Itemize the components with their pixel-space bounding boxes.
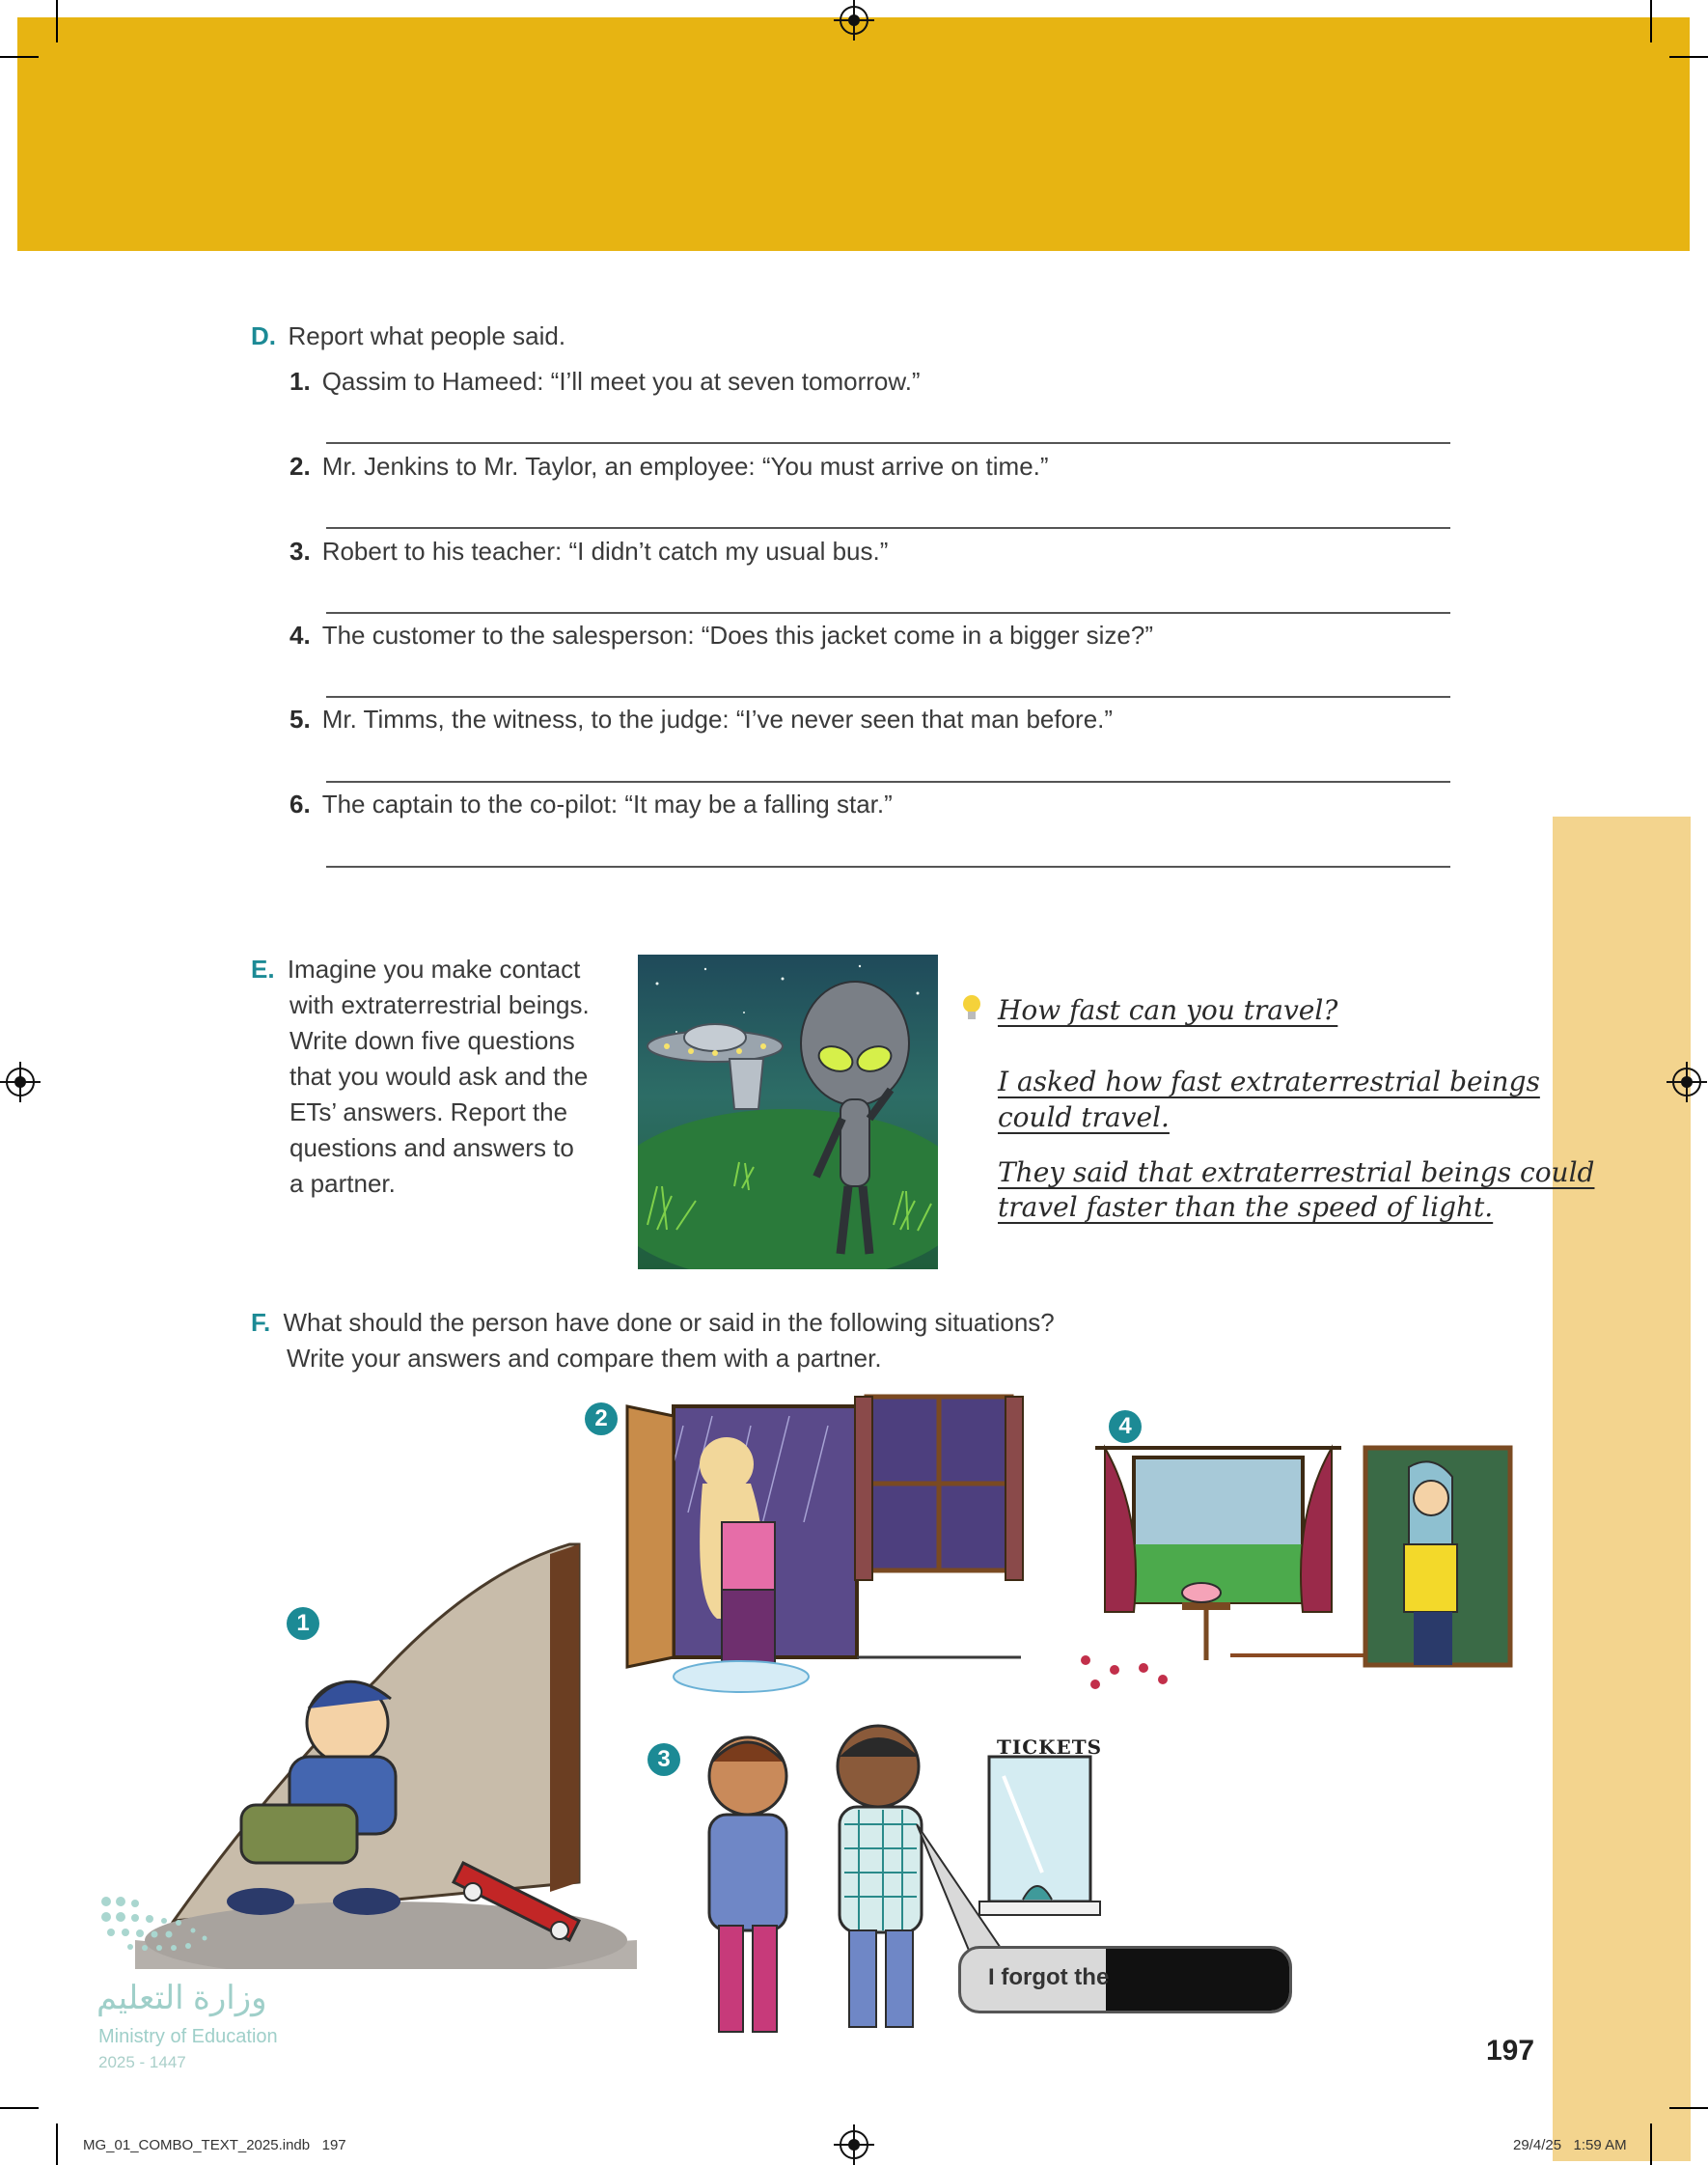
instruction-line: questions and answers to: [289, 1133, 574, 1162]
item-number: 4.: [289, 621, 311, 650]
item-text: The captain to the co-pilot: “It may be a falling star.”: [321, 790, 893, 819]
crop-mark: [56, 2123, 58, 2165]
exercise-item: [289, 621, 1153, 651]
item-text: Mr. Timms, the witness, to the judge: “I’ve never seen that man before.”: [321, 705, 1114, 734]
example-report-line: They said that extraterrestrial beings could: [998, 1156, 1595, 1188]
instruction-line: that you would ask and the: [289, 1062, 589, 1091]
instruction-line: with extraterrestrial beings.: [289, 990, 590, 1019]
example-report-line: I asked how fast extraterrestrial beings: [998, 1066, 1540, 1097]
crop-mark: [1650, 0, 1652, 42]
crop-mark: [0, 56, 39, 58]
redaction-block: [1106, 1949, 1289, 2011]
registration-mark-icon: [840, 6, 868, 35]
example-question: How fast can you travel?: [998, 994, 1338, 1026]
footer-file-info: MG_01_COMBO_TEXT_2025.indb 197: [83, 2137, 346, 2153]
scene-2-illustration: [625, 1387, 1045, 1701]
item-number: 2.: [289, 452, 311, 481]
instruction-line: ETs’ answers. Report the: [289, 1097, 568, 1126]
instruction-line: Imagine you make contact: [287, 955, 581, 984]
ministry-logo-year: 2025 - 1447: [98, 2053, 186, 2071]
item-number: 1.: [289, 367, 311, 396]
scene-badge-3: 3: [647, 1743, 680, 1776]
instruction-line: What should the person have done or said in the following situations?: [283, 1308, 1055, 1337]
item-text: Robert to his teacher: “I didn’t catch my usual bus.”: [321, 537, 889, 566]
alien-illustration: [638, 955, 938, 1269]
section-e-instruction: [251, 952, 590, 1202]
answer-line[interactable]: [326, 442, 1450, 444]
scene-badge-1: 1: [287, 1607, 319, 1640]
answer-line[interactable]: [326, 612, 1450, 614]
exercise-item: [289, 790, 893, 819]
answer-line[interactable]: [326, 696, 1450, 698]
exercise-item: [289, 367, 921, 397]
page-number: 197: [1486, 2035, 1535, 2067]
answer-line[interactable]: [326, 527, 1450, 529]
answer-line[interactable]: [326, 781, 1450, 783]
item-text: Qassim to Hameed: “I’ll meet you at seven tomorrow.”: [321, 367, 921, 396]
section-d-heading: [251, 319, 565, 354]
registration-mark-icon: [1672, 1068, 1701, 1096]
item-number: 3.: [289, 537, 311, 566]
crop-mark: [0, 2107, 39, 2109]
scene-badge-2: 2: [585, 1402, 618, 1435]
header-band: [17, 17, 1690, 251]
item-number: 5.: [289, 705, 311, 734]
item-number: 6.: [289, 790, 311, 819]
exercise-item: [289, 452, 1049, 482]
exercise-item: [289, 537, 888, 567]
side-tab: [1553, 817, 1691, 2161]
item-text: The customer to the salesperson: “Does this jacket come in a bigger size?”: [321, 621, 1153, 650]
section-d-instruction: Report what people said.: [288, 321, 566, 350]
speech-text: I forgot the: [988, 1964, 1110, 1990]
item-text: Mr. Jenkins to Mr. Taylor, an employee: “You must arrive on time.”: [321, 452, 1049, 481]
instruction-line: Write your answers and compare them with a partner.: [287, 1344, 882, 1373]
speech-bubble: [958, 1946, 1292, 2013]
ministry-logo-dots-icon: [96, 1892, 222, 1959]
lightbulb-icon: [961, 994, 982, 1023]
answer-line[interactable]: [326, 866, 1450, 868]
exercise-item: [289, 705, 1113, 735]
footer-timestamp: 29/4/25 1:59 AM: [1513, 2137, 1627, 2153]
crop-mark: [56, 0, 58, 42]
instruction-line: Write down five questions: [289, 1026, 575, 1055]
section-f-instruction: [251, 1305, 1055, 1376]
section-letter: E.: [251, 955, 275, 984]
crop-mark: [1669, 56, 1708, 58]
example-report-line: could travel.: [998, 1101, 1170, 1133]
crop-mark: [1669, 2107, 1708, 2109]
crop-mark: [1650, 2123, 1652, 2165]
example-report-line: travel faster than the speed of light.: [998, 1191, 1494, 1223]
instruction-line: a partner.: [289, 1169, 396, 1198]
scene-4-illustration: [1066, 1438, 1520, 1704]
registration-mark-icon: [6, 1068, 35, 1096]
tickets-sign: TICKETS: [997, 1735, 1103, 1759]
ministry-logo-english: Ministry of Education: [98, 2026, 278, 2047]
section-letter: F.: [251, 1308, 271, 1337]
ministry-logo-arabic: وزارة التعليم: [96, 1980, 267, 2016]
registration-mark-icon: [840, 2130, 868, 2159]
scene-badge-4: 4: [1109, 1410, 1142, 1443]
section-letter: D.: [251, 321, 276, 350]
